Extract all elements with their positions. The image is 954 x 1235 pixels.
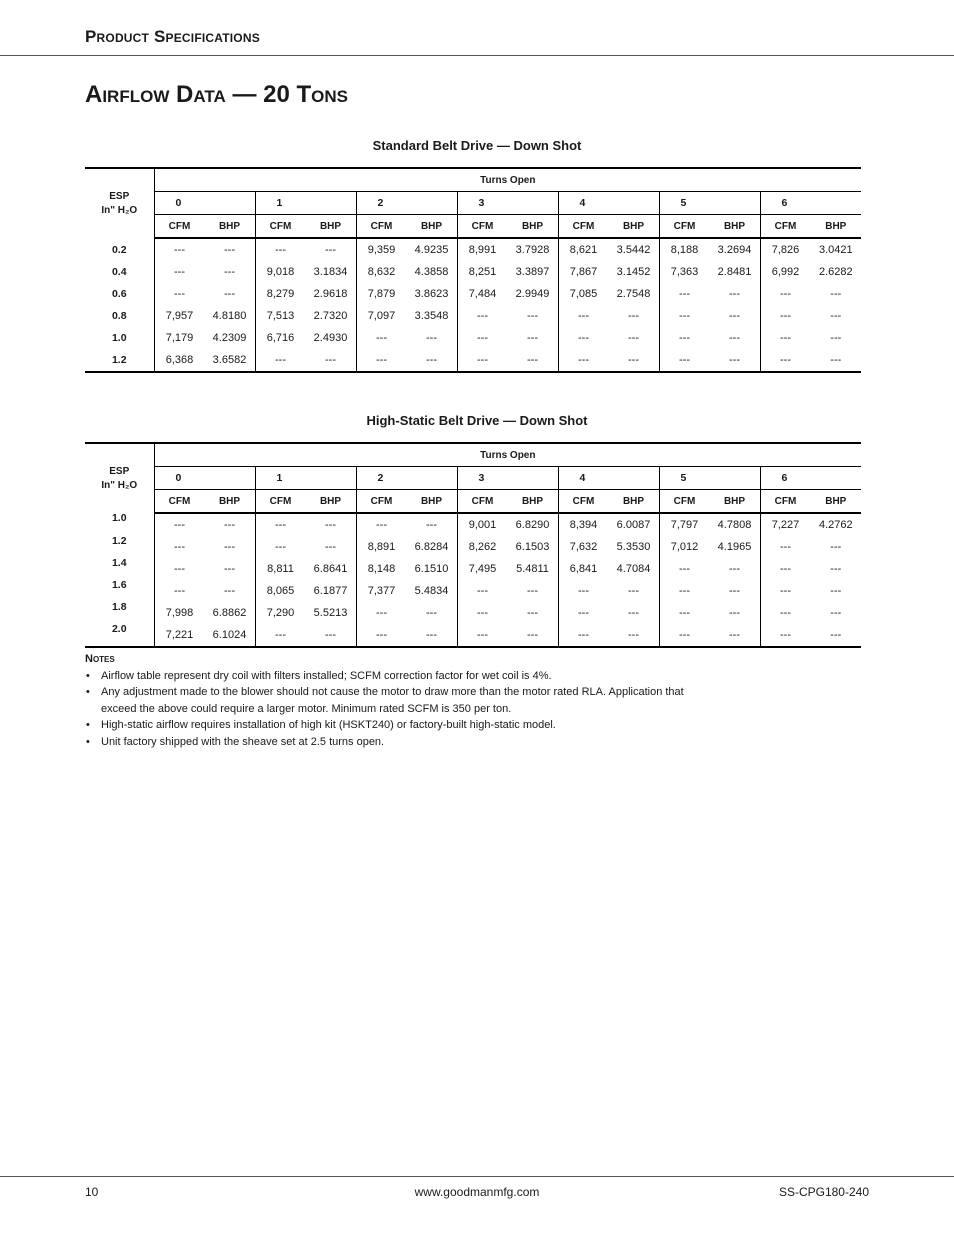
header-divider: [0, 55, 954, 56]
bhp-value: ---: [407, 624, 458, 647]
bhp-value: ---: [811, 349, 862, 372]
cfm-value: 8,148: [356, 558, 407, 580]
cfm-value: 7,879: [356, 283, 407, 305]
table-row: [85, 602, 861, 624]
cfm-value: 7,012: [659, 536, 710, 558]
cfm-value: ---: [154, 283, 205, 305]
cfm-value: 8,891: [356, 536, 407, 558]
cfm-value: ---: [760, 349, 811, 372]
cfm-header: CFM: [356, 215, 407, 239]
high-static-airflow-table: [85, 442, 861, 648]
bhp-value: ---: [426, 607, 437, 619]
cfm-value: ---: [255, 349, 306, 372]
esp-value: 0.2: [85, 238, 154, 261]
turn-number-header: 3: [457, 192, 558, 215]
bhp-header: BHP: [710, 215, 761, 239]
bhp-value: 4.7084: [616, 563, 651, 575]
cfm-value: ---: [558, 349, 609, 372]
table-row: [85, 624, 861, 647]
cfm-header: CFM: [659, 215, 710, 239]
cfm-value: ---: [659, 305, 710, 327]
cfm-value: ---: [760, 536, 811, 558]
bhp-header: BHP: [811, 215, 862, 239]
turn-number-header: 0: [154, 192, 255, 215]
bhp-value: 3.3548: [414, 310, 449, 322]
bhp-value: ---: [426, 519, 437, 531]
cfm-value: 7,495: [457, 558, 508, 580]
bhp-value: 3.3897: [515, 266, 550, 278]
cfm-value: ---: [356, 349, 407, 372]
cfm-value: 8,811: [255, 558, 306, 580]
esp-value: 0.4: [85, 261, 154, 283]
cfm-value: 7,227: [760, 513, 811, 536]
bhp-value: ---: [325, 519, 336, 531]
bhp-value: ---: [224, 244, 235, 256]
cfm-value: ---: [255, 513, 306, 536]
cfm-value: 7,179: [154, 327, 205, 349]
bhp-value: ---: [830, 563, 842, 575]
bhp-value: 6.1503: [515, 541, 550, 553]
bhp-value: 2.7548: [616, 288, 651, 300]
esp-value: 2.0: [85, 624, 154, 647]
bhp-header: BHP: [710, 490, 761, 514]
cfm-value: 8,262: [457, 536, 508, 558]
cfm-value: ---: [457, 305, 508, 327]
turn-number-header: 3: [457, 467, 558, 490]
esp-value: 1.0: [85, 327, 154, 349]
cfm-value: ---: [659, 349, 710, 372]
bhp-header: BHP: [609, 490, 660, 514]
page-number: 10: [85, 1185, 99, 1199]
esp-value: 1.6: [85, 580, 154, 602]
cfm-value: ---: [154, 513, 205, 536]
bhp-value: ---: [830, 332, 842, 344]
bhp-header: BHP: [205, 490, 256, 514]
cfm-value: ---: [760, 305, 811, 327]
cfm-value: 7,377: [356, 580, 407, 602]
cfm-header: CFM: [356, 490, 407, 514]
bhp-value: ---: [729, 607, 740, 619]
bhp-value: ---: [224, 585, 235, 597]
bhp-value: 4.2309: [212, 332, 247, 344]
notes-section: [85, 651, 705, 750]
cfm-value: ---: [457, 349, 508, 372]
cfm-value: 8,632: [356, 261, 407, 283]
bhp-value: ---: [710, 349, 761, 372]
cfm-header: CFM: [760, 215, 811, 239]
bhp-value: ---: [306, 349, 357, 372]
bhp-value: ---: [729, 310, 740, 322]
bhp-value: 5.3530: [616, 541, 651, 553]
cfm-value: 6,841: [558, 558, 609, 580]
cfm-value: 7,097: [356, 305, 407, 327]
bhp-value: ---: [527, 310, 538, 322]
table-row: [85, 580, 861, 602]
esp-value: 0.6: [85, 283, 154, 305]
turns-open-header: Turns Open: [154, 443, 861, 467]
bhp-value: ---: [628, 607, 639, 619]
bhp-value: ---: [830, 310, 842, 322]
cfm-value: ---: [255, 536, 306, 558]
bhp-value: ---: [325, 541, 336, 553]
table-row: [85, 261, 861, 283]
high-static-table-title: High-Static Belt Drive — Down Shot: [366, 413, 588, 428]
bhp-value: ---: [325, 244, 336, 256]
cfm-value: ---: [457, 624, 508, 647]
bhp-value: ---: [830, 288, 842, 300]
bhp-value: ---: [628, 310, 639, 322]
table-row: [85, 513, 861, 536]
esp-label: ESP: [109, 465, 130, 477]
cfm-value: ---: [558, 580, 609, 602]
bhp-value: ---: [407, 349, 458, 372]
table-row: [85, 238, 861, 261]
turn-number-header: 0: [154, 467, 255, 490]
cfm-value: ---: [457, 580, 508, 602]
cfm-value: 7,085: [558, 283, 609, 305]
esp-value: 1.0: [85, 513, 154, 536]
bhp-value: 6.8290: [515, 519, 550, 531]
cfm-header: CFM: [154, 215, 205, 239]
bhp-value: ---: [306, 624, 357, 647]
esp-header: [85, 443, 154, 513]
bhp-value: ---: [729, 563, 740, 575]
turn-number-header: 5: [659, 467, 760, 490]
cfm-value: ---: [154, 558, 205, 580]
table-row: [85, 536, 861, 558]
cfm-value: ---: [154, 261, 205, 283]
cfm-value: ---: [558, 624, 609, 647]
bhp-value: 3.1452: [616, 266, 651, 278]
cfm-value: ---: [356, 513, 407, 536]
turns-open-header: Turns Open: [154, 168, 861, 192]
cfm-value: 6,992: [760, 261, 811, 283]
bhp-value: 4.1965: [717, 541, 752, 553]
page-title: Airflow Data — 20 Tons: [85, 81, 348, 108]
bhp-value: 2.9949: [515, 288, 550, 300]
cfm-value: ---: [760, 580, 811, 602]
standard-airflow-table: [85, 167, 861, 373]
esp-unit: In" H₂O: [101, 479, 138, 491]
bhp-value: ---: [811, 624, 862, 647]
cfm-header: CFM: [154, 490, 205, 514]
bhp-value: ---: [628, 332, 639, 344]
esp-value: 1.8: [85, 602, 154, 624]
bhp-value: ---: [527, 585, 538, 597]
cfm-value: ---: [154, 580, 205, 602]
cfm-value: 9,001: [457, 513, 508, 536]
bhp-value: ---: [729, 585, 740, 597]
bhp-value: ---: [609, 349, 660, 372]
bhp-header: BHP: [508, 215, 559, 239]
bhp-value: ---: [729, 332, 740, 344]
table-row: [85, 558, 861, 580]
bhp-value: 2.4930: [313, 332, 348, 344]
cfm-header: CFM: [255, 490, 306, 514]
cfm-value: ---: [558, 602, 609, 624]
cfm-value: 7,484: [457, 283, 508, 305]
cfm-header: CFM: [659, 490, 710, 514]
esp-unit: In" H₂O: [101, 204, 138, 216]
cfm-value: ---: [356, 327, 407, 349]
bhp-value: ---: [527, 332, 538, 344]
bhp-value: 2.8481: [717, 266, 752, 278]
bhp-header: BHP: [205, 215, 256, 239]
cfm-value: 7,290: [255, 602, 306, 624]
turn-number-header: 4: [558, 192, 659, 215]
bhp-value: 5.5213: [313, 607, 348, 619]
bhp-value: ---: [710, 624, 761, 647]
note-item: • Any adjustment made to the blower should not cause the motor to draw more than the motor rated RLA. Application that exceed the above could require a larger motor. Minimum rated SCFM is 350 per ton.: [85, 684, 705, 717]
turn-number-header: 2: [356, 467, 457, 490]
bhp-value: 2.6282: [818, 266, 853, 278]
cfm-value: ---: [356, 624, 407, 647]
cfm-value: ---: [760, 283, 811, 305]
turn-number-header: 5: [659, 192, 760, 215]
bhp-header: BHP: [407, 490, 458, 514]
cfm-value: 9,359: [356, 238, 407, 261]
standard-table-title: Standard Belt Drive — Down Shot: [372, 138, 582, 153]
bhp-value: 2.9618: [313, 288, 348, 300]
bhp-value: ---: [508, 349, 559, 372]
table-row: [85, 327, 861, 349]
cfm-value: 7,957: [154, 305, 205, 327]
bhp-value: 6.8284: [414, 541, 449, 553]
cfm-value: ---: [659, 580, 710, 602]
cfm-value: ---: [760, 558, 811, 580]
cfm-value: 7,221: [154, 624, 205, 647]
esp-value: 1.2: [85, 536, 154, 558]
cfm-value: ---: [659, 624, 710, 647]
bhp-header: BHP: [306, 215, 357, 239]
bhp-value: ---: [830, 541, 842, 553]
bhp-value: ---: [224, 541, 235, 553]
esp-value: 0.8: [85, 305, 154, 327]
cfm-value: 8,621: [558, 238, 609, 261]
cfm-header: CFM: [457, 490, 508, 514]
turn-number-header: 2: [356, 192, 457, 215]
bhp-value: 5.4811: [516, 563, 549, 575]
bhp-value: ---: [527, 607, 538, 619]
notes-title: Notes: [85, 653, 115, 665]
cfm-value: ---: [659, 283, 710, 305]
cfm-value: ---: [457, 602, 508, 624]
bhp-value: ---: [729, 288, 740, 300]
turn-number-header: 1: [255, 192, 356, 215]
cfm-value: 6,368: [154, 349, 205, 372]
bhp-header: BHP: [811, 490, 862, 514]
cfm-value: ---: [760, 602, 811, 624]
bhp-value: ---: [628, 585, 639, 597]
cfm-value: ---: [558, 327, 609, 349]
note-item: • Unit factory shipped with the sheave set at 2.5 turns open.: [85, 734, 705, 751]
table-row: [85, 349, 861, 372]
cfm-value: 8,065: [255, 580, 306, 602]
cfm-value: ---: [659, 558, 710, 580]
turn-number-header: 6: [760, 192, 861, 215]
bhp-value: 4.3858: [414, 266, 449, 278]
bhp-header: BHP: [609, 215, 660, 239]
cfm-value: 8,991: [457, 238, 508, 261]
cfm-value: ---: [154, 536, 205, 558]
bhp-value: 3.1834: [313, 266, 348, 278]
table-row: [85, 305, 861, 327]
bhp-value: 3.8623: [414, 288, 449, 300]
bhp-value: 4.7808: [717, 519, 752, 531]
cfm-value: 9,018: [255, 261, 306, 283]
bhp-value: 3.5442: [616, 244, 651, 256]
cfm-value: 7,867: [558, 261, 609, 283]
bhp-header: BHP: [407, 215, 458, 239]
bhp-value: 3.6582: [205, 349, 256, 372]
cfm-value: 8,188: [659, 238, 710, 261]
turn-number-header: 1: [255, 467, 356, 490]
cfm-value: 7,797: [659, 513, 710, 536]
bhp-value: 5.4834: [414, 585, 449, 597]
bhp-value: ---: [224, 266, 235, 278]
bhp-value: ---: [224, 519, 235, 531]
website-link[interactable]: www.goodmanmfg.com: [414, 1185, 540, 1199]
bhp-value: ---: [224, 563, 235, 575]
cfm-value: 7,363: [659, 261, 710, 283]
bhp-value: 4.9235: [414, 244, 449, 256]
bhp-value: ---: [830, 607, 842, 619]
cfm-value: ---: [659, 602, 710, 624]
cfm-value: 7,826: [760, 238, 811, 261]
cfm-value: 7,998: [154, 602, 205, 624]
note-item: • Airflow table represent dry coil with filters installed; SCFM correction factor for wet coil is 4%.: [85, 668, 705, 685]
notes-list: [85, 668, 705, 751]
esp-label: ESP: [109, 190, 130, 202]
bhp-value: ---: [609, 624, 660, 647]
esp-header: [85, 168, 154, 238]
cfm-value: 7,513: [255, 305, 306, 327]
bhp-header: BHP: [306, 490, 357, 514]
cfm-value: ---: [760, 327, 811, 349]
bhp-value: 6.1510: [414, 563, 449, 575]
bhp-value: 4.2762: [818, 519, 853, 531]
document-code: SS-CPG180-240: [778, 1185, 869, 1199]
cfm-value: ---: [154, 238, 205, 261]
cfm-value: 6,716: [255, 327, 306, 349]
cfm-value: ---: [255, 238, 306, 261]
cfm-header: CFM: [558, 490, 609, 514]
cfm-value: 7,632: [558, 536, 609, 558]
cfm-value: ---: [356, 602, 407, 624]
bhp-value: ---: [508, 624, 559, 647]
bhp-header: BHP: [508, 490, 559, 514]
note-item: • High-static airflow requires installation of high kit (HSKT240) or factory-built high-static model.: [85, 717, 705, 734]
bhp-value: 6.1877: [313, 585, 348, 597]
table-row: [85, 283, 861, 305]
cfm-value: 8,279: [255, 283, 306, 305]
bhp-value: 4.8180: [212, 310, 247, 322]
cfm-value: 8,251: [457, 261, 508, 283]
turn-number-header: 4: [558, 467, 659, 490]
bhp-value: ---: [426, 332, 437, 344]
cfm-value: ---: [558, 305, 609, 327]
bhp-value: 3.7928: [515, 244, 550, 256]
turn-number-header: 6: [760, 467, 861, 490]
cfm-value: ---: [457, 327, 508, 349]
footer-divider: [0, 1176, 954, 1177]
bhp-value: 2.7320: [313, 310, 348, 322]
bhp-value: 3.0421: [818, 244, 853, 256]
cfm-value: ---: [760, 624, 811, 647]
bhp-value: 6.0087: [616, 519, 651, 531]
esp-value: 1.4: [85, 558, 154, 580]
esp-value: 1.2: [85, 349, 154, 372]
cfm-header: CFM: [760, 490, 811, 514]
section-title: Product Specifications: [85, 27, 260, 46]
cfm-header: CFM: [457, 215, 508, 239]
bhp-value: ---: [830, 585, 842, 597]
bhp-value: 6.8862: [212, 607, 247, 619]
cfm-header: CFM: [255, 215, 306, 239]
cfm-value: ---: [255, 624, 306, 647]
cfm-value: 8,394: [558, 513, 609, 536]
cfm-value: ---: [659, 327, 710, 349]
cfm-header: CFM: [558, 215, 609, 239]
bhp-value: ---: [224, 288, 235, 300]
bhp-value: 6.1024: [205, 624, 256, 647]
bhp-value: 6.8641: [313, 563, 348, 575]
bhp-value: 3.2694: [717, 244, 752, 256]
